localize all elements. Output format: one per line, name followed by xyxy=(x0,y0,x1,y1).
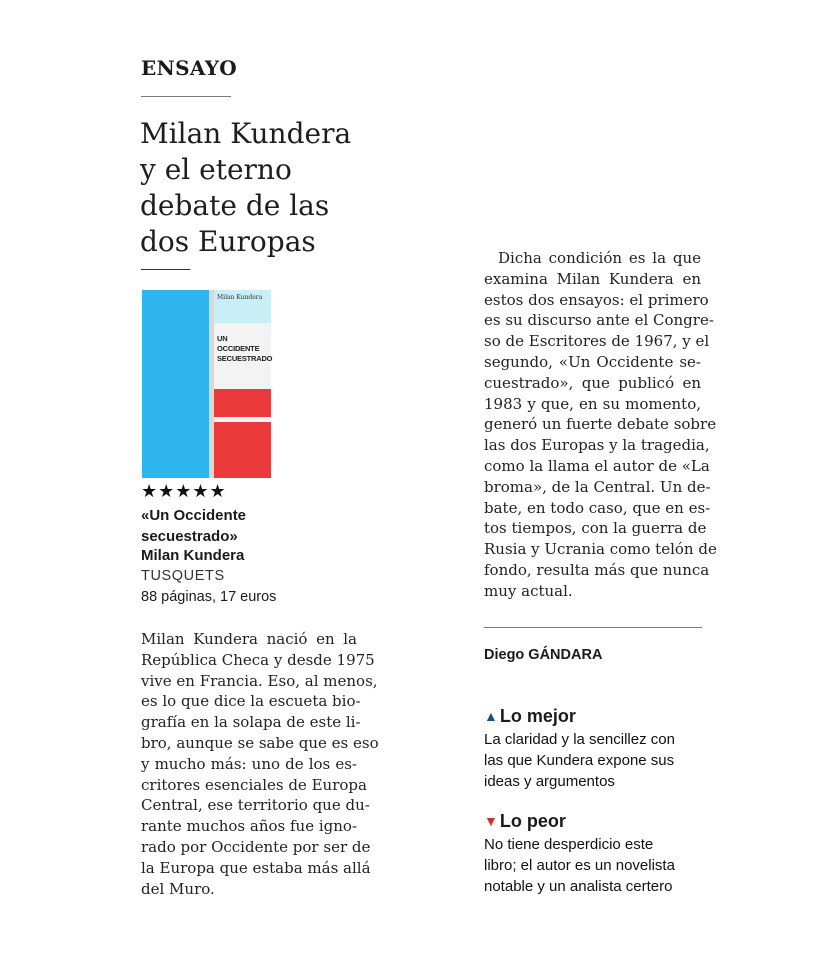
best-heading-label: Lo mejor xyxy=(499,706,576,726)
headline xyxy=(140,116,380,260)
text-line: fondo, resulta más que nunca xyxy=(484,560,710,579)
cover-author: Milan Kundera xyxy=(217,294,263,301)
cover-title xyxy=(217,334,271,364)
best-text xyxy=(484,729,714,792)
worst-text-line: No tiene desperdicio este xyxy=(484,836,654,853)
text-line: rado por Occidente por ser de xyxy=(141,837,371,856)
book-title-line: «Un Occidente xyxy=(141,507,247,524)
headline-line: debate de las xyxy=(140,189,330,222)
text-line: Dicha condición es la que xyxy=(498,249,701,267)
text-line: critores esenciales de Europa xyxy=(141,775,367,794)
text-line: es lo que dice la escueta bio- xyxy=(141,692,361,711)
text-line: cuestrado», que publicó en xyxy=(484,373,701,392)
book-title xyxy=(141,505,301,547)
text-line: es su discurso ante el Congre- xyxy=(484,311,714,330)
headline-line: Milan Kundera xyxy=(140,117,352,150)
best-text-line: las que Kundera expone sus xyxy=(484,752,675,769)
text-line: vive en Francia. Eso, al menos, xyxy=(141,671,378,690)
text-line: Rusia y Ucrania como telón de xyxy=(484,540,717,559)
down-arrow-icon: ▼ xyxy=(484,813,498,829)
worst-text-line: notable y un analista certero xyxy=(484,878,673,895)
text-line: Milan Kundera nació en la xyxy=(141,630,357,648)
text-line: rante muchos años fue igno- xyxy=(141,817,358,836)
text-line: las dos Europas y la tragedia, xyxy=(484,436,710,455)
cover-title-line: UN OCCIDENTE xyxy=(217,334,260,353)
article-column-1 xyxy=(141,629,379,899)
text-line: broma», de la Central. Un de- xyxy=(484,477,711,496)
text-line: República Checa y desde 1975 xyxy=(141,650,375,669)
worst-text xyxy=(484,834,714,897)
text-line: bro, aunque se sabe que es eso xyxy=(141,733,379,752)
cover-red-band xyxy=(214,389,271,417)
best-heading xyxy=(484,706,576,727)
cover-red-block xyxy=(214,422,271,478)
section-divider xyxy=(141,96,231,97)
text-line: tos tiempos, con la guerra de xyxy=(484,519,707,538)
best-text-line: ideas y argumentos xyxy=(484,773,615,790)
text-line: del Muro. xyxy=(141,879,215,898)
headline-line: y el eterno xyxy=(140,153,292,186)
star-rating: ★★★★★ xyxy=(141,481,227,502)
article-column-2 xyxy=(484,248,717,602)
text-line: estos dos ensayos: el primero xyxy=(484,290,709,309)
section-label: ENSAYO xyxy=(141,56,237,80)
worst-heading-label: Lo peor xyxy=(499,811,566,831)
worst-heading xyxy=(484,811,566,832)
text-line: y mucho más: uno de los es- xyxy=(141,754,357,773)
cover-blue-panel xyxy=(142,290,209,478)
text-line: bate, en todo caso, que en es- xyxy=(484,498,711,517)
book-publisher: TUSQUETS xyxy=(141,568,225,584)
text-line: generó un fuerte debate sobre xyxy=(484,415,717,434)
text-line: Central, ese territorio que du- xyxy=(141,796,370,815)
worst-text-line: libro; el autor es un novelista xyxy=(484,857,675,874)
text-line: examina Milan Kundera en xyxy=(484,269,701,288)
text-line: la Europa que estaba más allá xyxy=(141,858,371,877)
book-details: 88 páginas, 17 euros xyxy=(141,589,277,605)
text-line: 1983 y que, en su momento, xyxy=(484,394,701,413)
headline-line: dos Europas xyxy=(140,225,316,258)
book-title-line: secuestrado» xyxy=(141,528,238,545)
text-line: segundo, «Un Occidente se- xyxy=(484,352,701,371)
text-line: como la llama el autor de «La xyxy=(484,456,710,475)
text-line: so de Escritores de 1967, y el xyxy=(484,332,710,351)
byline: Diego GÁNDARA xyxy=(484,647,603,663)
headline-divider xyxy=(141,269,190,270)
cover-title-line: SECUESTRADO xyxy=(217,354,273,363)
book-cover xyxy=(142,290,271,478)
book-author: Milan Kundera xyxy=(141,547,245,564)
up-arrow-icon: ▲ xyxy=(484,708,498,724)
best-text-line: La claridad y la sencillez con xyxy=(484,731,675,748)
byline-divider xyxy=(484,627,702,628)
text-line: grafía en la solapa de este li- xyxy=(141,713,361,732)
text-line: muy actual. xyxy=(484,581,573,600)
